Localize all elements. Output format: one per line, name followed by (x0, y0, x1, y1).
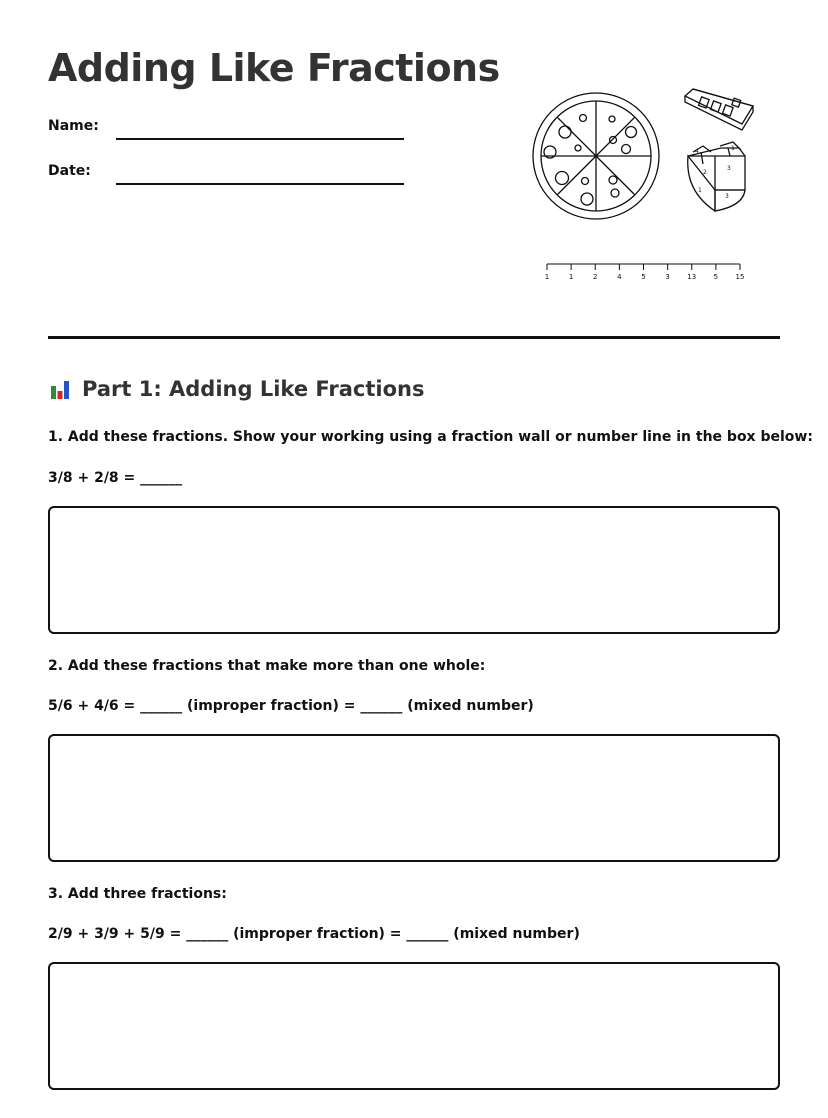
question-3-equation[interactable]: 2/9 + 3/9 + 5/9 = ______ (improper fraction) = ______ (mixed number) (48, 926, 580, 942)
date-label: Date: (48, 163, 91, 179)
question-3-working-box[interactable] (48, 962, 780, 1090)
question-1-equation[interactable]: 3/8 + 2/8 = ______ (48, 470, 183, 486)
number-line-tick-label: 1 (544, 273, 550, 281)
question-1-prompt: 1. Add these fractions. Show your working using a fraction wall or number line in the box below: (48, 429, 813, 445)
number-line-tick-label: 2 (593, 273, 598, 281)
name-label: Name: (48, 118, 99, 134)
fraction-pieces-icon (688, 142, 745, 211)
section-divider (48, 336, 780, 339)
number-line-tick-label: 4 (617, 273, 622, 281)
number-line-tick-label: 3 (665, 273, 670, 281)
bar-chart-icon (48, 377, 72, 401)
number-line-tick-label: 1 (568, 273, 574, 281)
fraction-tiles-icon (685, 89, 753, 130)
date-underline[interactable] (116, 183, 404, 185)
part1-heading-text: Part 1: Adding Like Fractions (82, 377, 425, 401)
pizza-icon (533, 93, 659, 219)
number-line-tick-label: 5 (713, 273, 719, 281)
part1-heading (48, 374, 424, 404)
question-2-equation[interactable]: 5/6 + 4/6 = ______ (improper fraction) = ______ (mixed number) (48, 698, 534, 714)
number-line-tick-label: 5 (641, 273, 646, 281)
question-1-working-box[interactable] (48, 506, 780, 634)
question-2-prompt: 2. Add these fractions that make more than one whole: (48, 658, 486, 674)
worksheet-title: Adding Like Fractions (48, 46, 500, 90)
question-2-working-box[interactable] (48, 734, 780, 862)
question-3-prompt: 3. Add three fractions: (48, 886, 227, 902)
pie-piece-label: 3 (727, 165, 731, 172)
fractions-illustration (525, 86, 765, 286)
number-line-tick-label: 13 (687, 273, 697, 281)
pie-piece-label: 1 (731, 145, 735, 152)
number-line (547, 264, 740, 270)
pie-piece-label: 2 (703, 169, 707, 176)
number-line-tick-label: 15 (735, 273, 745, 281)
pie-piece-label: 4 (695, 148, 699, 155)
pie-piece-label: 3 (725, 193, 729, 200)
name-underline[interactable] (116, 138, 404, 140)
pie-piece-label: 1 (698, 187, 702, 194)
